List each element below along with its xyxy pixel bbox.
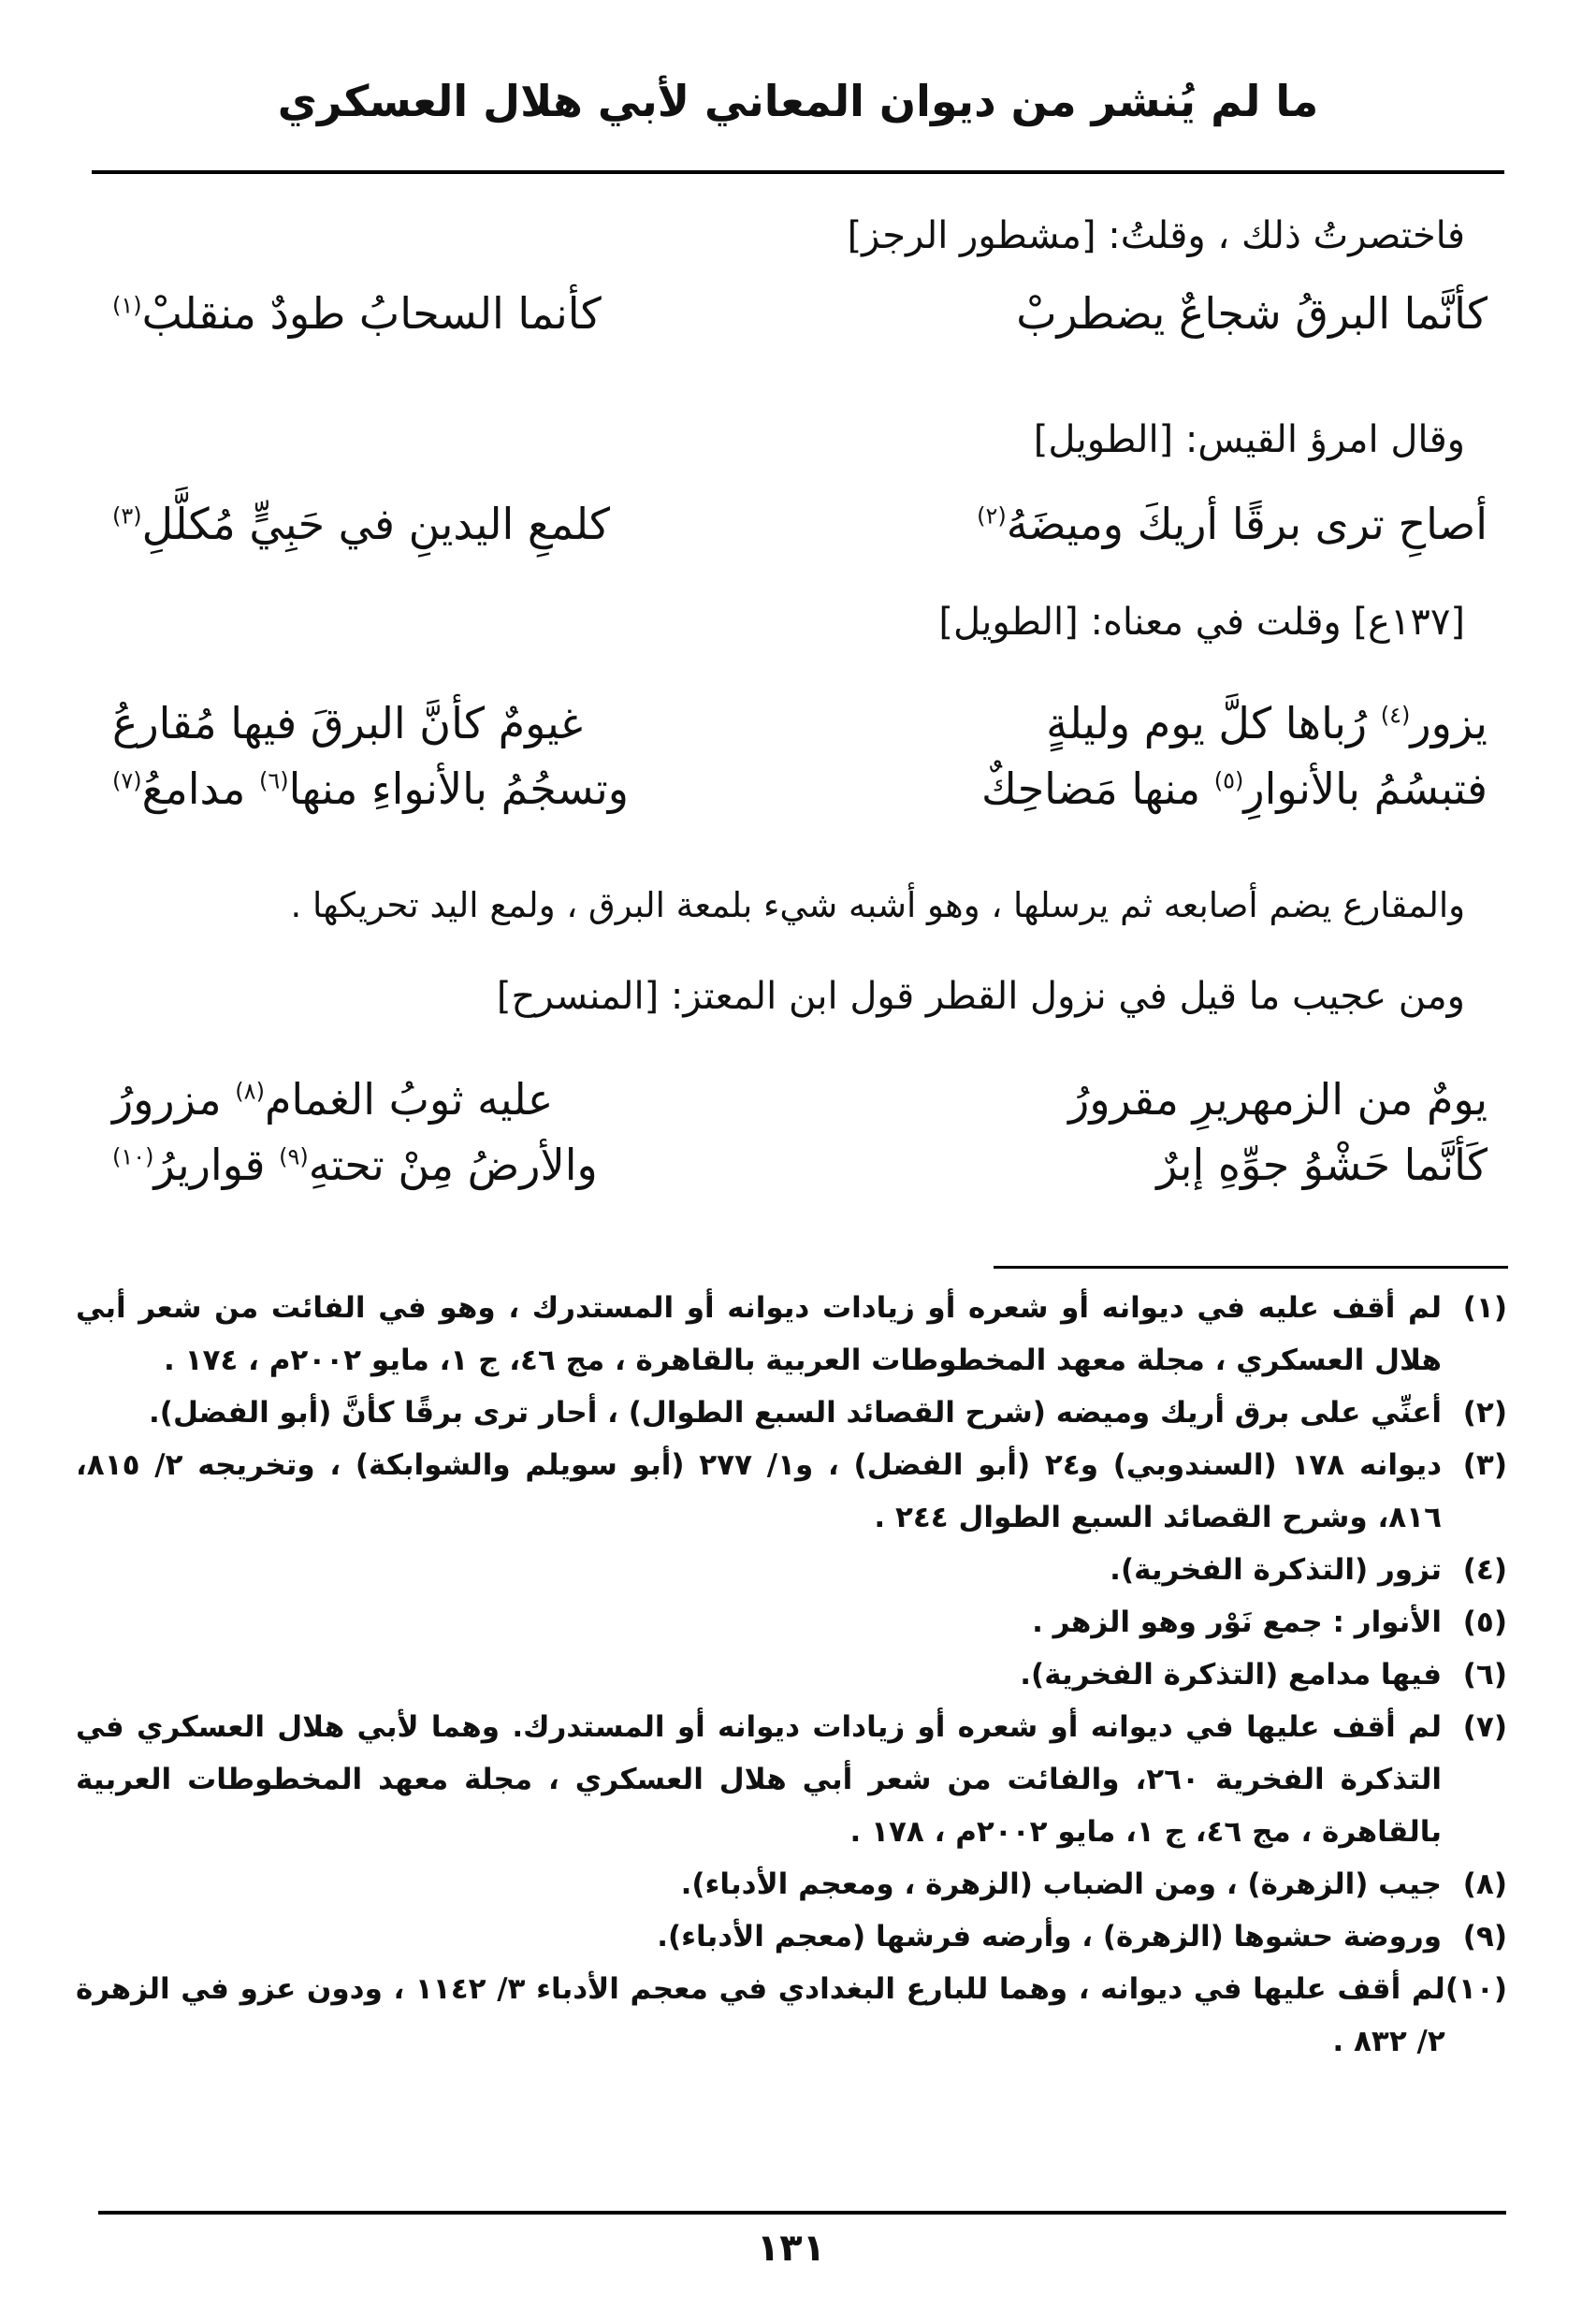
footnote-text: لم أقف عليها في ديوانه أو شعره أو زيادات ديوانه أو المستدرك. وهما لأبي هلال العسكري في التذكرة الفخرية ٢٦٠، والفائت من شعر أبي هلال العسكري ، مجلة معهد المخطوطات العربية بالقاهرة ، مج ٤٦، ج ١، مايو ٢٠٠٢م ، ١٧٨ . <box>76 1710 1443 1849</box>
verse-line <box>112 690 1488 756</box>
hemistich-text: عليه ثوبُ الغمام <box>264 1074 554 1125</box>
hemistich-first: يومٌ من الزمهريرِ مقرورُ <box>1068 1074 1488 1125</box>
hemistich-text: منها مَضاحِكٌ <box>980 763 1201 814</box>
hemistich-text: قواريرُ <box>153 1140 266 1190</box>
footnote-number: (٧) <box>1462 1710 1507 1744</box>
hemistich-text: وتسجُمُ بالأنواءِ منها <box>288 763 629 814</box>
footnote-text: لم أقف عليه في ديوانه أو شعره أو زيادات ديوانه أو المستدرك ، وهو في الفائت من شعر أبي هلال العسكري ، مجلة معهد المخطوطات العربية بالقاهرة ، مج ٤٦، ج ١، مايو ٢٠٠٢م ، ١٧٤ . <box>76 1291 1442 1377</box>
footnote-text: الأنوار : جمع نَوْر وهو الزهر . <box>1032 1605 1442 1639</box>
hemistich-first <box>1046 690 1488 756</box>
footnote-ref[interactable]: (٩) <box>279 1143 309 1170</box>
hemistich-text: يزور <box>1410 698 1488 748</box>
hemistich-text: مزرورُ <box>112 1074 222 1125</box>
footnote-number: (٩) <box>1462 1920 1507 1954</box>
footnote-3 <box>76 1439 1507 1544</box>
footnote-2 <box>76 1387 1507 1439</box>
header-rule <box>92 170 1504 174</box>
footnote-5 <box>76 1596 1507 1649</box>
hemistich-text: والأرضُ مِنْ تحتهِ <box>308 1140 598 1190</box>
intro-line: ومن عجيب ما قيل في نزول القطر قول ابن المعتز: [المنسرح] <box>496 975 1465 1018</box>
footnote-10 <box>76 1963 1507 2068</box>
hemistich-text: أصاحِ ترى برقًا أريكَ وميضَهُ <box>1006 499 1488 549</box>
hemistich-first <box>981 756 1488 821</box>
hemistich-text: رُباها كلَّ يوم وليلةٍ <box>1046 698 1368 748</box>
footer-rule <box>98 2211 1506 2215</box>
footnote-ref[interactable]: (٨) <box>235 1078 265 1105</box>
hemistich-first: كَأنَّما حَشْوُ جوِّهِ إبرٌ <box>1156 1140 1488 1190</box>
hemistich-text: كأنما السحابُ طودٌ منقلبْ <box>141 288 602 339</box>
footnote-text: وروضة حشوها (الزهرة) ، وأرضه فرشها (معجم الأدباء). <box>657 1920 1442 1954</box>
hemistich-first: كأنَّما البرقُ شجاعٌ يضطربْ <box>1016 288 1488 339</box>
footnote-separator <box>994 1266 1508 1269</box>
footnote-ref[interactable]: (١) <box>112 292 142 319</box>
footnote-number: (٥) <box>1462 1605 1507 1639</box>
footnote-number: (١٠) <box>1444 1972 1507 2006</box>
footnote-1 <box>76 1282 1507 1387</box>
footnote-number: (٨) <box>1462 1867 1507 1901</box>
verse-line <box>112 281 1488 346</box>
hemistich-first <box>977 491 1488 557</box>
hemistich-second <box>112 491 610 557</box>
footnote-number: (١) <box>1462 1291 1507 1325</box>
footnote-text: أعنِّي على برق أريك وميضه (شرح القصائد السبع الطوال) ، أحار ترى برقًا كأنَّ (أبو الفضل). <box>149 1396 1442 1430</box>
page-number: ١٣١ <box>756 2227 826 2270</box>
footnote-text: ديوانه ١٧٨ (السندوبي) و٢٤ (أبو الفضل) ، و١/ ٢٧٧ (أبو سويلم والشوابكة) ، وتخريجه ٢/ ٨١٥، ٨١٦، وشرح القصائد السبع الطوال ٢٤٤ . <box>76 1448 1443 1534</box>
footnote-number: (٣) <box>1462 1448 1507 1482</box>
footnote-number: (٢) <box>1462 1396 1507 1430</box>
footnote-6 <box>76 1649 1507 1701</box>
footnote-9 <box>76 1910 1507 1963</box>
footnote-text: لم أقف عليها في ديوانه ، وهما للبارع البغدادي في معجم الأدباء ٣/ ١١٤٢ ، ودون عزو في الزهرة ٢/ ٨٣٢ . <box>76 1972 1445 2058</box>
hemistich-second: غيومٌ كأنَّ البرقَ فيها مُقارعُ <box>112 698 583 748</box>
running-head: ما لم يُنشر من ديوان المعاني لأبي هلال العسكري <box>277 76 1319 126</box>
footnote-ref[interactable]: (٦) <box>258 767 289 794</box>
hemistich-second <box>112 756 629 821</box>
verse-line <box>112 491 1488 557</box>
footnote-ref[interactable]: (١٠) <box>112 1143 154 1170</box>
footnotes <box>76 1282 1507 2068</box>
intro-line: [١٣٧ع] وقلت في معناه: [الطويل] <box>938 601 1465 644</box>
hemistich-text: فتبسُمُ بالأنوارِ <box>1243 763 1488 814</box>
hemistich-second <box>112 1132 598 1198</box>
verse-line <box>112 756 1488 821</box>
footnote-text: جيب (الزهرة) ، ومن الضباب (الزهرة ، ومعجم الأدباء). <box>680 1867 1442 1901</box>
footnote-number: (٦) <box>1462 1658 1507 1692</box>
intro-line: وقال امرؤ القيس: [الطويل] <box>1033 418 1465 461</box>
footnote-ref[interactable]: (٤) <box>1380 702 1411 729</box>
footnote-4 <box>76 1544 1507 1596</box>
prose-line: والمقارع يضم أصابعه ثم يرسلها ، وهو أشبه شيء بلمعة البرق ، ولمع اليد تحريكها . <box>290 885 1465 925</box>
footnote-text: فيها مدامع (التذكرة الفخرية). <box>1020 1658 1442 1692</box>
hemistich-second <box>112 281 602 346</box>
footnote-8 <box>76 1858 1507 1910</box>
footnote-ref[interactable]: (٥) <box>1213 767 1244 794</box>
hemistich-second <box>112 1067 553 1132</box>
hemistich-text: مدامعُ <box>141 763 246 814</box>
footnote-ref[interactable]: (٣) <box>112 502 142 530</box>
verse-line <box>112 1067 1488 1132</box>
footnote-ref[interactable]: (٢) <box>977 502 1007 530</box>
footnote-7 <box>76 1701 1507 1858</box>
footnote-text: تزور (التذكرة الفخرية). <box>1110 1553 1442 1587</box>
verse-line <box>112 1132 1488 1198</box>
footnote-number: (٤) <box>1462 1553 1507 1587</box>
hemistich-text: كلمعِ اليدينِ في حَبِيٍّ مُكلَّلِ <box>141 499 611 549</box>
footnote-ref[interactable]: (٧) <box>112 767 142 794</box>
intro-line: فاختصرتُ ذلك ، وقلتُ: [مشطور الرجز] <box>847 214 1465 257</box>
